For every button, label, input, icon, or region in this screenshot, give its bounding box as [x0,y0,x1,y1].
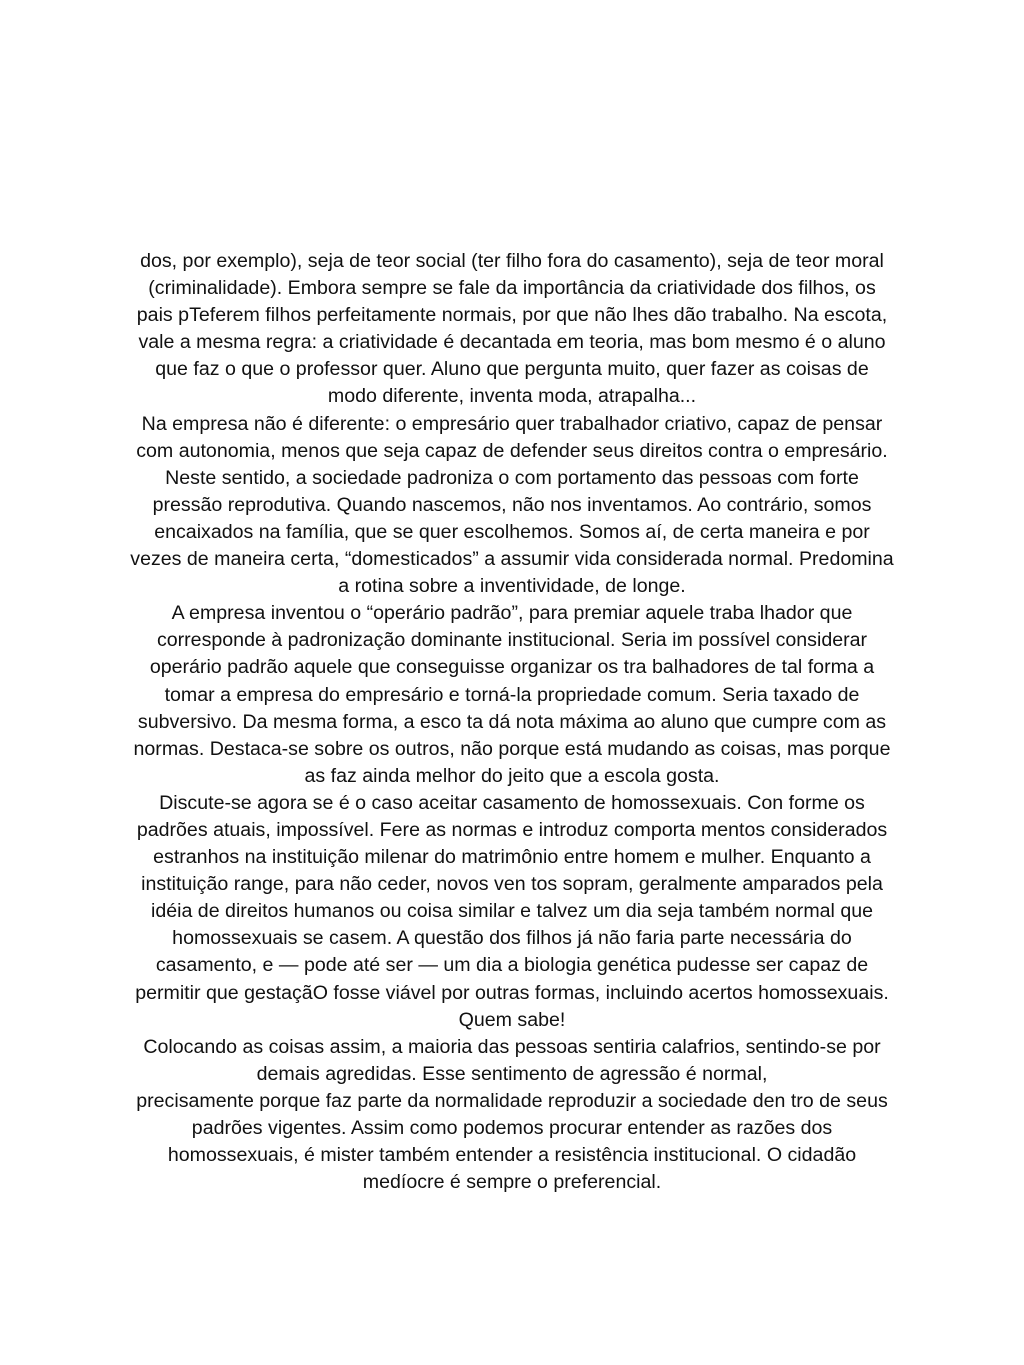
text-line: casamento, e — pode até ser — um dia a biologia genética pudesse ser capaz de [155,954,869,977]
text-line: pressão reprodutiva. Quando nascemos, não nos inventamos. Ao contrário, somos [152,493,872,516]
text-line: modo diferente, inventa moda, atrapalha... [327,385,697,408]
text-line: A empresa inventou o “operário padrão”, para premiar aquele traba lhador que [171,602,853,625]
text-line: Neste sentido, a sociedade padroniza o com portamento das pessoas com forte [165,466,859,489]
text-line: com autonomia, menos que seja capaz de defender seus direitos contra o empresário. [136,439,888,462]
text-line: tomar a empresa do empresário e torná-la propriedade comum. Seria taxado de [164,683,860,706]
text-line: as faz ainda melhor do jeito que a escola gosta. [304,764,720,787]
text-line: normas. Destaca-se sobre os outros, não porque está mudando as coisas, mas porque [133,737,891,760]
text-line: demais agredidas. Esse sentimento de agressão é normal, [256,1062,768,1085]
text-line: padrões vigentes. Assim como podemos procurar entender as razões dos [191,1117,833,1139]
text-line: operário padrão aquele que conseguisse organizar os tra balhadores de tal forma a [149,656,875,679]
text-line: que faz o que o professor quer. Aluno que pergunta muito, quer fazer as coisas de [155,358,869,381]
text-line: Na empresa não é diferente: o empresário quer trabalhador criativo, capaz de pensar [141,412,883,435]
text-line: vezes de maneira certa, “domesticados” a assumir vida considerada normal. Predomina [130,548,894,571]
text-line: subversivo. Da mesma forma, a esco ta dá nota máxima ao aluno que cumpre com as [137,710,887,733]
text-line: homossexuais, é mister também entender a resistência institucional. O cidadão [167,1144,857,1167]
text-line: padrões atuais, impossível. Fere as normas e introduz comporta mentos considerados [136,818,888,841]
text-line: idéia de direitos humanos ou coisa similar e talvez um dia seja também normal que [150,900,874,923]
body-text [40,248,984,1196]
text-line: (criminalidade). Embora sempre se fale da importância da criatividade dos filhos, os [148,277,876,300]
text-line: homossexuais se casem. A questão dos filhos já não faria parte necessária do [172,927,852,950]
text-line: Discute-se agora se é o caso aceitar casamento de homossexuais. Con forme os [159,791,865,814]
text-line: vale a mesma regra: a criatividade é decantada em teoria, mas bom mesmo é o aluno [138,331,886,354]
text-line: encaixados na família, que se quer escolhemos. Somos aí, de certa maneira e por [154,520,870,543]
text-line: permitir que gestaçãO fosse viável por outras formas, incluindo acertos homossexuais. [135,981,889,1004]
text-line: Quem sabe! [458,1008,566,1031]
text-line: Colocando as coisas assim, a maioria das pessoas sentiria calafrios, sentindo-se por [143,1035,881,1058]
text-line: instituição range, para não ceder, novos ven tos sopram, geralmente amparados pela [141,873,883,896]
text-line: corresponde à padronização dominante institucional. Seria im possível considerar [156,629,868,652]
text-line: dos, por exemplo), seja de teor social (ter filho fora do casamento), seja de teor moral [140,250,884,272]
text-line: estranhos na instituição milenar do matrimônio entre homem e mulher. Enquanto a [153,846,871,869]
text-line: pais pTeferem filhos perfeitamente normais, por que não lhes dão trabalho. Na escota, [136,304,888,327]
text-line: precisamente porque faz parte da normalidade reproduzir a sociedade den tro de seus [136,1089,888,1112]
text-line: medíocre é sempre o preferencial. [362,1171,662,1194]
text-line: a rotina sobre a inventividade, de longe. [338,575,686,598]
